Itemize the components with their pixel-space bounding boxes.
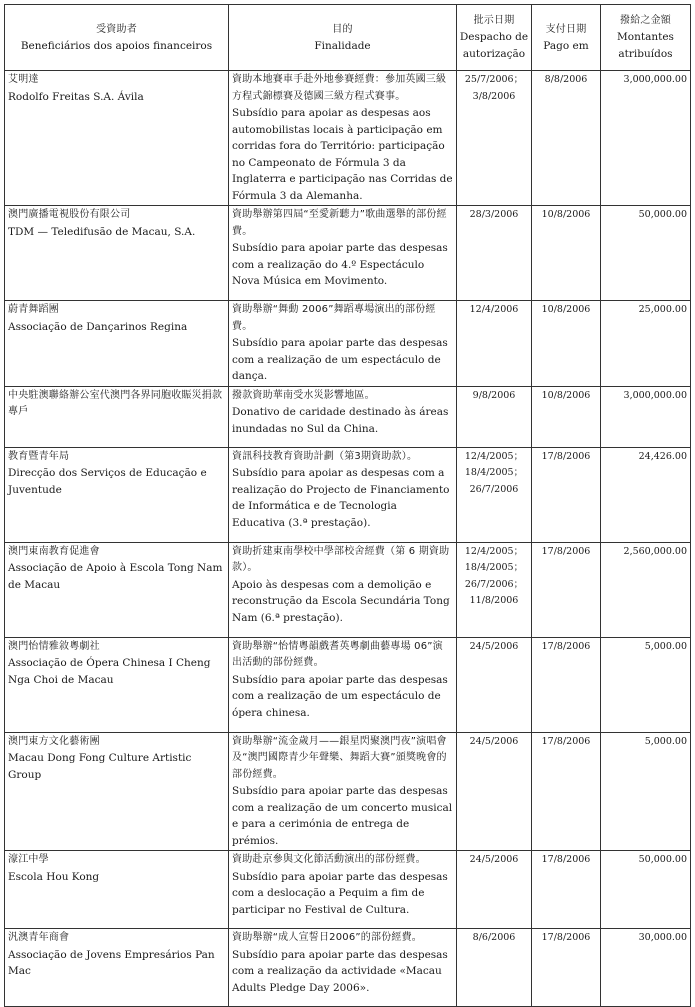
beneficiary-name-pt: Associação de Apoio à Escola Tong Nam de Macau (8, 562, 223, 591)
paid-date-cell: 17/8/2006 (532, 929, 601, 1007)
beneficiary-name-zh: 蔚青舞蹈團 (8, 304, 59, 315)
table-row (5, 542, 691, 637)
table-header-row (5, 5, 691, 71)
authorization-date-cell: 24/5/2006 (457, 851, 532, 929)
purpose-zh: 資助舉辦“流金歲月——銀星閃聚澳門夜”演唱會及“澳門國際青少年聲樂、舞蹈大賽”頒獎晚會的部份經費。 (232, 735, 447, 780)
authorization-date-cell: 28/3/2006 (457, 206, 532, 301)
authorization-date-cell: 24/5/2006 (457, 732, 532, 851)
purpose-pt: Subsídio para apoiar parte das despesas com a realização do 4.º Espectáculo Nova Música em Movimento. (232, 242, 448, 287)
amount-cell: 5,000.00 (601, 637, 691, 732)
purpose-pt: Apoio às despesas com a demolição e reconstrução da Escola Secundária Tong Nam (6.ª prestação). (232, 578, 450, 624)
authorization-date-cell: 12/4/2006 (457, 301, 532, 387)
beneficiary-name-pt: Macau Dong Fong Culture Artistic Group (8, 752, 192, 781)
amount-cell: 30,000.00 (601, 929, 691, 1007)
authorization-date-cell: 24/5/2006 (457, 637, 532, 732)
header-paid-date: 支付日期 Pago em (532, 5, 601, 71)
purpose-zh: 資助舉辦第四屆“至愛新聽力”歌曲選舉的部份經費。 (232, 209, 447, 237)
grants-table (4, 4, 691, 1007)
document-page (4, 4, 691, 1007)
purpose-pt: Subsídio para apoiar parte das despesas com a deslocação a Pequim a fim de participar no Festival de Cultura. (232, 870, 448, 916)
purpose-zh: 資助折建東南學校中學部校舍經費（第 6 期資助款）。 (232, 545, 450, 573)
table-row (5, 929, 691, 1007)
beneficiary-name-pt: Escola Hou Kong (8, 870, 100, 883)
purpose-pt: Subsídio para apoiar parte das despesas com a realização de um espectáculo de ópera chinesa. (232, 673, 448, 719)
beneficiary-cell (5, 732, 229, 851)
authorization-date-cell: 8/6/2006 (457, 929, 532, 1007)
amount-cell: 50,000.00 (601, 206, 691, 301)
beneficiary-cell (5, 71, 229, 206)
amount-cell: 2,560,000.00 (601, 542, 691, 637)
authorization-date-cell: 12/4/2005； 18/4/2005； 26/7/2006 (457, 447, 532, 542)
authorization-date-cell: 9/8/2006 (457, 386, 532, 447)
header-amount: 撥給之金額 Montantes atribuídos (601, 5, 691, 71)
beneficiary-name-zh: 教育暨青年局 (8, 450, 70, 462)
beneficiary-name-zh: 濠江中學 (8, 854, 49, 865)
table-row (5, 447, 691, 542)
purpose-pt: Subsídio para apoiar as despesas aos automobilistas locais à participação em corridas fora do Território: participação no Campeonato de Fórmula 3 da Inglaterra e participação nas Corridas de Fórmula 3 da Alemanha. (232, 107, 453, 202)
purpose-zh: 資助赴京參與文化節活動演出的部份經費。 (232, 854, 426, 865)
beneficiary-cell (5, 929, 229, 1007)
amount-cell: 3,000,000.00 (601, 386, 691, 447)
beneficiary-cell (5, 301, 229, 387)
purpose-cell (229, 542, 457, 637)
purpose-cell (229, 301, 457, 387)
beneficiary-cell (5, 386, 229, 447)
beneficiary-name-pt: Associação de Ópera Chinesa I Cheng Nga Choi de Macau (8, 657, 211, 686)
beneficiary-cell (5, 206, 229, 301)
purpose-pt: Subsídio para apoiar parte das despesas com a realização da actividade «Macau Adults Pledge Day 2006». (232, 948, 448, 994)
beneficiary-name-zh: 艾明達 (8, 74, 39, 85)
purpose-pt: Subsídio para apoiar parte das despesas com a realização de um concerto musical e para a cerimónia de entrega de prémios. (232, 785, 453, 847)
amount-cell: 25,000.00 (601, 301, 691, 387)
paid-date-cell: 17/8/2006 (532, 851, 601, 929)
amount-cell: 5,000.00 (601, 732, 691, 851)
purpose-cell (229, 71, 457, 206)
beneficiary-name-zh: 澳門東方文化藝術團 (8, 735, 100, 747)
beneficiary-name-pt: Associação de Jovens Empresários Pan Mac (8, 948, 215, 977)
purpose-pt: Donativo de caridade destinado às áreas inundadas no Sul da China. (232, 406, 449, 435)
purpose-zh: 資助舉辦“舞動 2006”舞蹈專場演出的部份經費。 (232, 304, 436, 332)
table-row (5, 637, 691, 732)
beneficiary-name-zh: 汎澳青年商會 (8, 932, 70, 943)
purpose-zh: 撥款資助華南受水災影響地區。 (232, 389, 375, 401)
beneficiary-name-pt: Rodolfo Freitas S.A. Ávila (8, 90, 144, 103)
paid-date-cell: 8/8/2006 (532, 71, 601, 206)
beneficiary-cell (5, 637, 229, 732)
header-beneficiary: 受資助者 Beneficiários dos apoios financeiros (5, 5, 229, 71)
purpose-cell (229, 929, 457, 1007)
paid-date-cell: 17/8/2006 (532, 542, 601, 637)
paid-date-cell: 17/8/2006 (532, 637, 601, 732)
authorization-date-cell: 25/7/2006； 3/8/2006 (457, 71, 532, 206)
authorization-date-cell: 12/4/2005； 18/4/2005； 26/7/2006； 11/8/2006 (457, 542, 532, 637)
table-row (5, 206, 691, 301)
purpose-pt: Subsídio para apoiar parte das despesas com a realização de um espectáculo de dança. (232, 337, 448, 382)
purpose-zh: 資助本地賽車手赴外地參賽經費：參加英國三級方程式錦標賽及德國三級方程式賽事。 (232, 74, 447, 102)
table-row (5, 71, 691, 206)
paid-date-cell: 17/8/2006 (532, 447, 601, 542)
paid-date-cell: 10/8/2006 (532, 386, 601, 447)
purpose-pt: Subsídio para apoiar as despesas com a realização do Projecto de Financiamento de Informática e de Tecnologia Educativa (3.ª prestação). (232, 467, 450, 529)
beneficiary-name-pt: TDM — Teledifusão de Macau, S.A. (8, 225, 196, 238)
beneficiary-cell (5, 542, 229, 637)
purpose-cell (229, 732, 457, 851)
purpose-cell (229, 637, 457, 732)
table-row (5, 851, 691, 929)
beneficiary-name-zh: 中央駐澳聯絡辦公室代澳門各界同胞收賑災捐款專戶 (8, 389, 223, 417)
purpose-cell (229, 851, 457, 929)
purpose-zh: 資助舉辦“成人宣誓日2006”的部份經費。 (232, 932, 423, 943)
amount-cell: 24,426.00 (601, 447, 691, 542)
beneficiary-name-pt: Associação de Dançarinos Regina (8, 320, 188, 333)
paid-date-cell: 10/8/2006 (532, 301, 601, 387)
table-row (5, 732, 691, 851)
header-purpose: 目的 Finalidade (229, 5, 457, 71)
beneficiary-name-pt: Direcção dos Serviços de Educação e Juventude (8, 467, 207, 496)
paid-date-cell: 10/8/2006 (532, 206, 601, 301)
purpose-cell (229, 447, 457, 542)
beneficiary-cell (5, 851, 229, 929)
purpose-cell (229, 206, 457, 301)
table-row (5, 301, 691, 387)
amount-cell: 50,000.00 (601, 851, 691, 929)
purpose-cell (229, 386, 457, 447)
table-row (5, 386, 691, 447)
header-authorization-date: 批示日期 Despacho de autorização (457, 5, 532, 71)
purpose-zh: 資訊科技教育資助計劃（第3期資助款）。 (232, 450, 418, 462)
paid-date-cell: 17/8/2006 (532, 732, 601, 851)
beneficiary-name-zh: 澳門廣播電視股份有限公司 (8, 209, 131, 220)
purpose-zh: 資助舉辦“怡情粵韻戲耆英粵劇曲藝專場 06”演出活動的部份經費。 (232, 640, 443, 668)
beneficiary-name-zh: 澳門東南教育促進會 (8, 545, 100, 557)
beneficiary-name-zh: 澳門怡情雅敘粵劇社 (8, 640, 100, 652)
amount-cell: 3,000,000.00 (601, 71, 691, 206)
beneficiary-cell (5, 447, 229, 542)
